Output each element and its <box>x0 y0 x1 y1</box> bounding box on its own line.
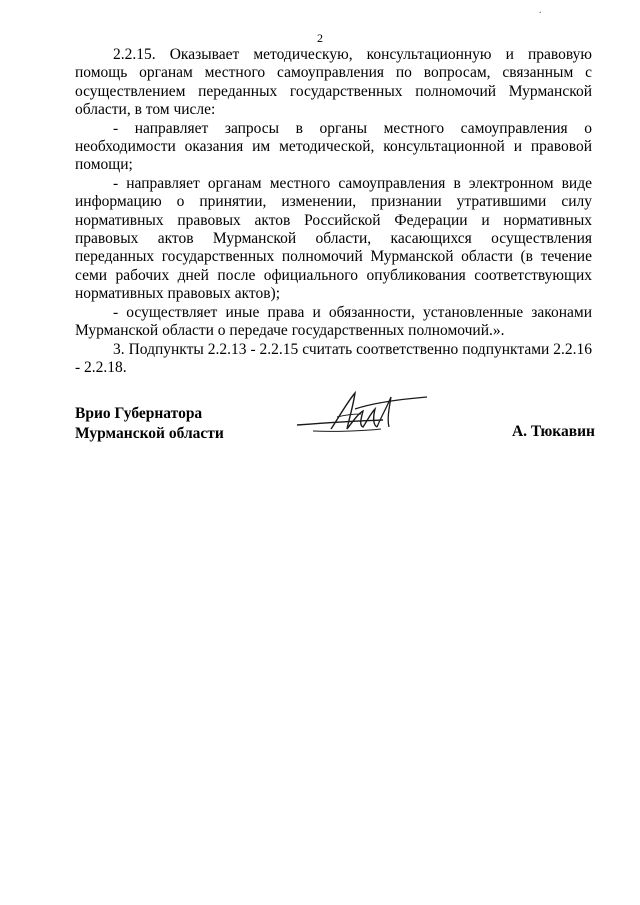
signatory-position <box>75 404 224 444</box>
paragraph-other-rights: - осуществляет иные права и обязанности, установленные законами Мурманской области о передаче государственных полномочий.». <box>75 303 592 340</box>
position-line-1: Врио Губернатора <box>75 405 203 422</box>
page-number: 2 <box>317 31 323 45</box>
paragraph-requests: - направляет запросы в органы местного самоуправления о необходимости оказания им методической, консультационной и правовой помощи; <box>75 119 592 174</box>
handwritten-signature <box>293 387 433 447</box>
paragraph-electronic-info: - направляет органам местного самоуправления в электронном виде информацию о принятии, изменении, признании утратившими силу нормативных правовых актов Российской Федерации и нормативных правовых актов Мурманской области, касающихся осуществления переданных государственных полномочий Мурманской области (в течение семи рабочих дней после официального опубликования соответствующих нормативных правовых актов); <box>75 174 592 303</box>
margin-mark: . <box>539 5 542 16</box>
position-line-2: Мурманской области <box>75 425 224 442</box>
signatory-name: А. Тюкавин <box>511 423 595 440</box>
document-body <box>75 46 592 377</box>
paragraph-3-renumber: 3. Подпункты 2.2.13 - 2.2.15 считать соответственно подпунктами 2.2.16 - 2.2.18. <box>75 340 592 376</box>
paragraph-2-2-15: 2.2.15. Оказывает методическую, консультационную и правовую помощь органам местного самоуправления по вопросам, связанным с осуществлением переданных государственных полномочий Мурманской области, в том числе: <box>75 46 592 119</box>
